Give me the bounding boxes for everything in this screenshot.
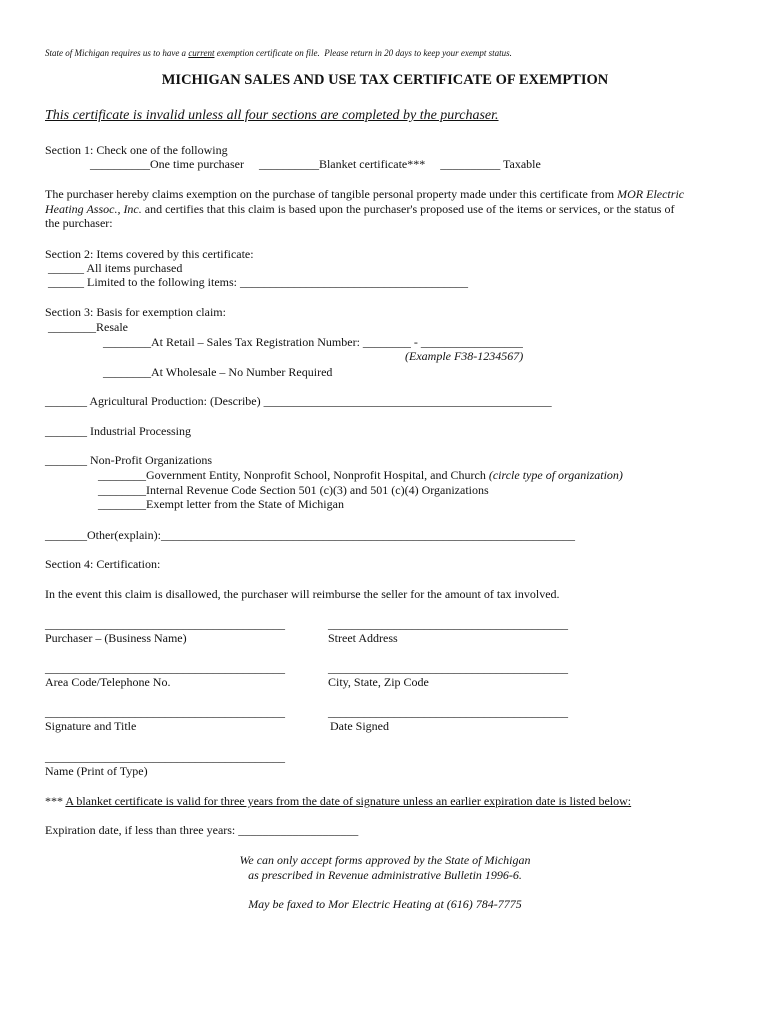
signature-label: Signature and Title — [45, 719, 137, 733]
section4-heading: Section 4: Certification: — [45, 557, 161, 571]
form-title: MICHIGAN SALES AND USE TAX CERTIFICATE OF EXEMPTION — [161, 72, 609, 88]
name-line[interactable]: ________________________________________ — [45, 750, 285, 764]
purchaser-line[interactable]: ________________________________________ — [45, 617, 285, 631]
signature-line[interactable]: ________________________________________ — [45, 705, 285, 719]
blanket-text: A blanket certificate is valid for three years from the date of signature unless an earlier expiration date is listed below: — [65, 794, 632, 808]
resale-option[interactable]: ________Resale — [48, 320, 128, 334]
purchaser-label: Purchaser – (Business Name) — [45, 631, 187, 645]
city-line[interactable]: ________________________________________ — [328, 661, 568, 675]
form-subtitle: This certificate is invalid unless all four sections are completed by the purchaser. — [45, 108, 499, 123]
city-label: City, State, Zip Code — [328, 675, 429, 689]
irc-option[interactable]: ________Internal Revenue Code Section 501 (c)(3) and 501 (c)(4) Organizations — [98, 483, 489, 497]
phone-label: Area Code/Telephone No. — [45, 675, 171, 689]
expiration-field[interactable]: Expiration date, if less than three years: ____________________ — [45, 823, 359, 837]
limited-items-option[interactable]: ______ Limited to the following items: ______________________________________ — [48, 275, 468, 289]
nonprofit-option[interactable]: _______ Non-Profit Organizations — [45, 453, 213, 467]
government-entity-label: ________Government Entity, Nonprofit School, Nonprofit Hospital, and Church — [98, 468, 489, 482]
footer-line-1: We can only accept forms approved by the State of Michigan — [239, 853, 531, 867]
agricultural-option[interactable]: _______ Agricultural Production: (Describe) ________________________________________________ — [45, 394, 552, 408]
claim-line-3: the purchaser: — [45, 216, 113, 230]
all-items-option[interactable]: ______ All items purchased — [48, 261, 183, 275]
claim-pre: The purchaser hereby claims exemption on the purchase of tangible personal property made under this certificate from — [45, 187, 618, 201]
certification-statement: In the event this claim is disallowed, the purchaser will reimburse the seller for the amount of tax involved. — [45, 587, 560, 601]
section3-heading: Section 3: Basis for exemption claim: — [45, 305, 226, 319]
section1-heading: Section 1: Check one of the following — [45, 143, 228, 157]
claim-company-a: MOR Electric — [617, 187, 685, 201]
purchase-type-options[interactable]: __________One time purchaser __________Blanket certificate*** __________ Taxable — [90, 157, 541, 171]
industrial-option[interactable]: _______ Industrial Processing — [45, 424, 191, 438]
government-entity-note: (circle type of organization) — [488, 468, 623, 482]
footer-line-2: as prescribed in Revenue administrative Bulletin 1996-6. — [248, 868, 522, 882]
fax-note: May be faxed to Mor Electric Heating at (616) 784-7775 — [248, 897, 522, 911]
street-label: Street Address — [328, 631, 398, 645]
name-label: Name (Print of Type) — [45, 764, 148, 778]
section2-heading: Section 2: Items covered by this certificate: — [45, 247, 254, 261]
notice-current: current — [188, 48, 215, 58]
registration-example: (Example F38-1234567) — [405, 349, 524, 363]
claim-line-2 — [45, 202, 674, 216]
at-wholesale-option[interactable]: ________At Wholesale – No Number Required — [103, 365, 333, 379]
other-option[interactable]: _______Other(explain):_____________________________________________________________________ — [45, 528, 575, 542]
claim-company-b: Heating Assoc., Inc. — [45, 202, 142, 216]
notice-pre: State of Michigan requires us to have a — [45, 48, 189, 58]
government-entity-option[interactable] — [98, 468, 623, 482]
at-retail-option[interactable]: ________At Retail – Sales Tax Registration Number: ________ - _________________ — [103, 335, 523, 349]
street-line[interactable]: ________________________________________ — [328, 617, 568, 631]
blanket-stars: *** — [45, 794, 66, 808]
phone-line[interactable]: ________________________________________ — [45, 661, 285, 675]
blanket-note — [45, 794, 631, 808]
date-label: Date Signed — [330, 719, 389, 733]
claim-line-1 — [45, 187, 684, 201]
date-line[interactable]: ________________________________________ — [328, 705, 568, 719]
claim-mid: and certifies that this claim is based upon the purchaser's proposed use of the items or services, or the status of — [141, 202, 675, 216]
retention-notice — [45, 46, 512, 60]
notice-post: exemption certificate on file. Please return in 20 days to keep your exempt status. — [214, 48, 512, 58]
exempt-letter-option[interactable]: ________Exempt letter from the State of Michigan — [98, 497, 344, 511]
